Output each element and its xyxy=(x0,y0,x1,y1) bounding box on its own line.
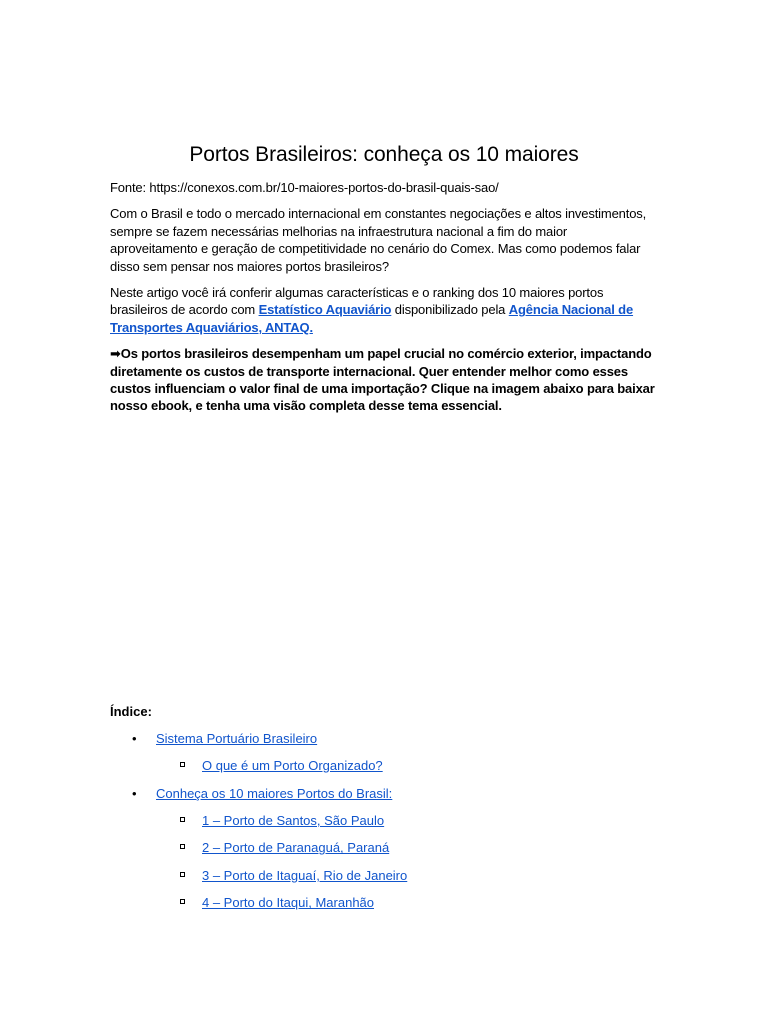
index-item-10-maiores xyxy=(110,785,658,802)
index-link-porto-organizado[interactable]: O que é um Porto Organizado? xyxy=(202,758,383,774)
intro-paragraph: Com o Brasil e todo o mercado internacional em constantes negociações e altos investimentos, sempre se fazem necessárias melhorias na infraestrutura nacional a fim do maior aproveitamento e geração de competitividade no cenário do Comex. Mas como podemos falar disso sem pensar nos maiores portos brasileiros? xyxy=(110,206,647,274)
bullet-square-icon xyxy=(180,899,185,904)
ebook-image-area[interactable] xyxy=(110,424,658,703)
index-link-porto-itaqui[interactable]: 4 – Porto do Itaqui, Maranhão xyxy=(202,895,375,911)
bullet-dot-icon: • xyxy=(132,730,137,746)
index-item-porto-itaguai xyxy=(110,867,658,884)
index-item-sistema-portuario xyxy=(110,730,658,747)
bullet-dot-icon: • xyxy=(132,785,137,801)
document-body xyxy=(110,141,658,922)
index-link-sistema-portuario[interactable]: Sistema Portuário Brasileiro xyxy=(156,730,318,746)
article-text-middle: disponibilizado pela xyxy=(391,302,509,318)
article-text-before: Neste artigo você irá conferir algumas características e o ranking dos 10 maiores portos brasileiros de acordo com xyxy=(110,285,604,318)
antaq-link[interactable]: Agência Nacional de Transportes Aquaviários, ANTAQ. xyxy=(110,302,634,335)
document-title: Portos Brasileiros: conheça os 10 maiores xyxy=(189,143,579,166)
index-link-10-maiores[interactable]: Conheça os 10 maiores Portos do Brasil: xyxy=(156,785,393,801)
bullet-square-icon xyxy=(180,817,185,822)
index-list xyxy=(110,730,658,911)
index-link-porto-paranagua[interactable]: 2 – Porto de Paranaguá, Paraná xyxy=(202,840,390,856)
index-title: Índice: xyxy=(110,703,152,719)
index-link-porto-santos[interactable]: 1 – Porto de Santos, São Paulo xyxy=(202,813,385,829)
bullet-square-icon xyxy=(180,762,185,767)
bullet-square-icon xyxy=(180,844,185,849)
index-item-porto-santos xyxy=(110,812,658,829)
index-item-porto-itaqui xyxy=(110,894,658,911)
estatistico-aquaviario-link[interactable]: Estatístico Aquaviário xyxy=(258,302,392,318)
article-paragraph xyxy=(110,284,658,336)
index-item-porto-paranagua xyxy=(110,839,658,856)
source-line: Fonte: https://conexos.com.br/10-maiores-portos-do-brasil-quais-sao/ xyxy=(110,180,499,195)
index-item-porto-organizado xyxy=(110,757,658,774)
index-link-porto-itaguai[interactable]: 3 – Porto de Itaguaí, Rio de Janeiro xyxy=(202,867,408,883)
bullet-square-icon xyxy=(180,872,185,877)
callout-paragraph: ➡Os portos brasileiros desempenham um papel crucial no comércio exterior, impactando diretamente os custos de transporte internacional. Quer entender melhor como esses custos influenciam o valor final de uma importação? Clique na imagem abaixo para baixar nosso ebook, e tenha uma visão completa desse tema essencial. xyxy=(110,346,655,414)
